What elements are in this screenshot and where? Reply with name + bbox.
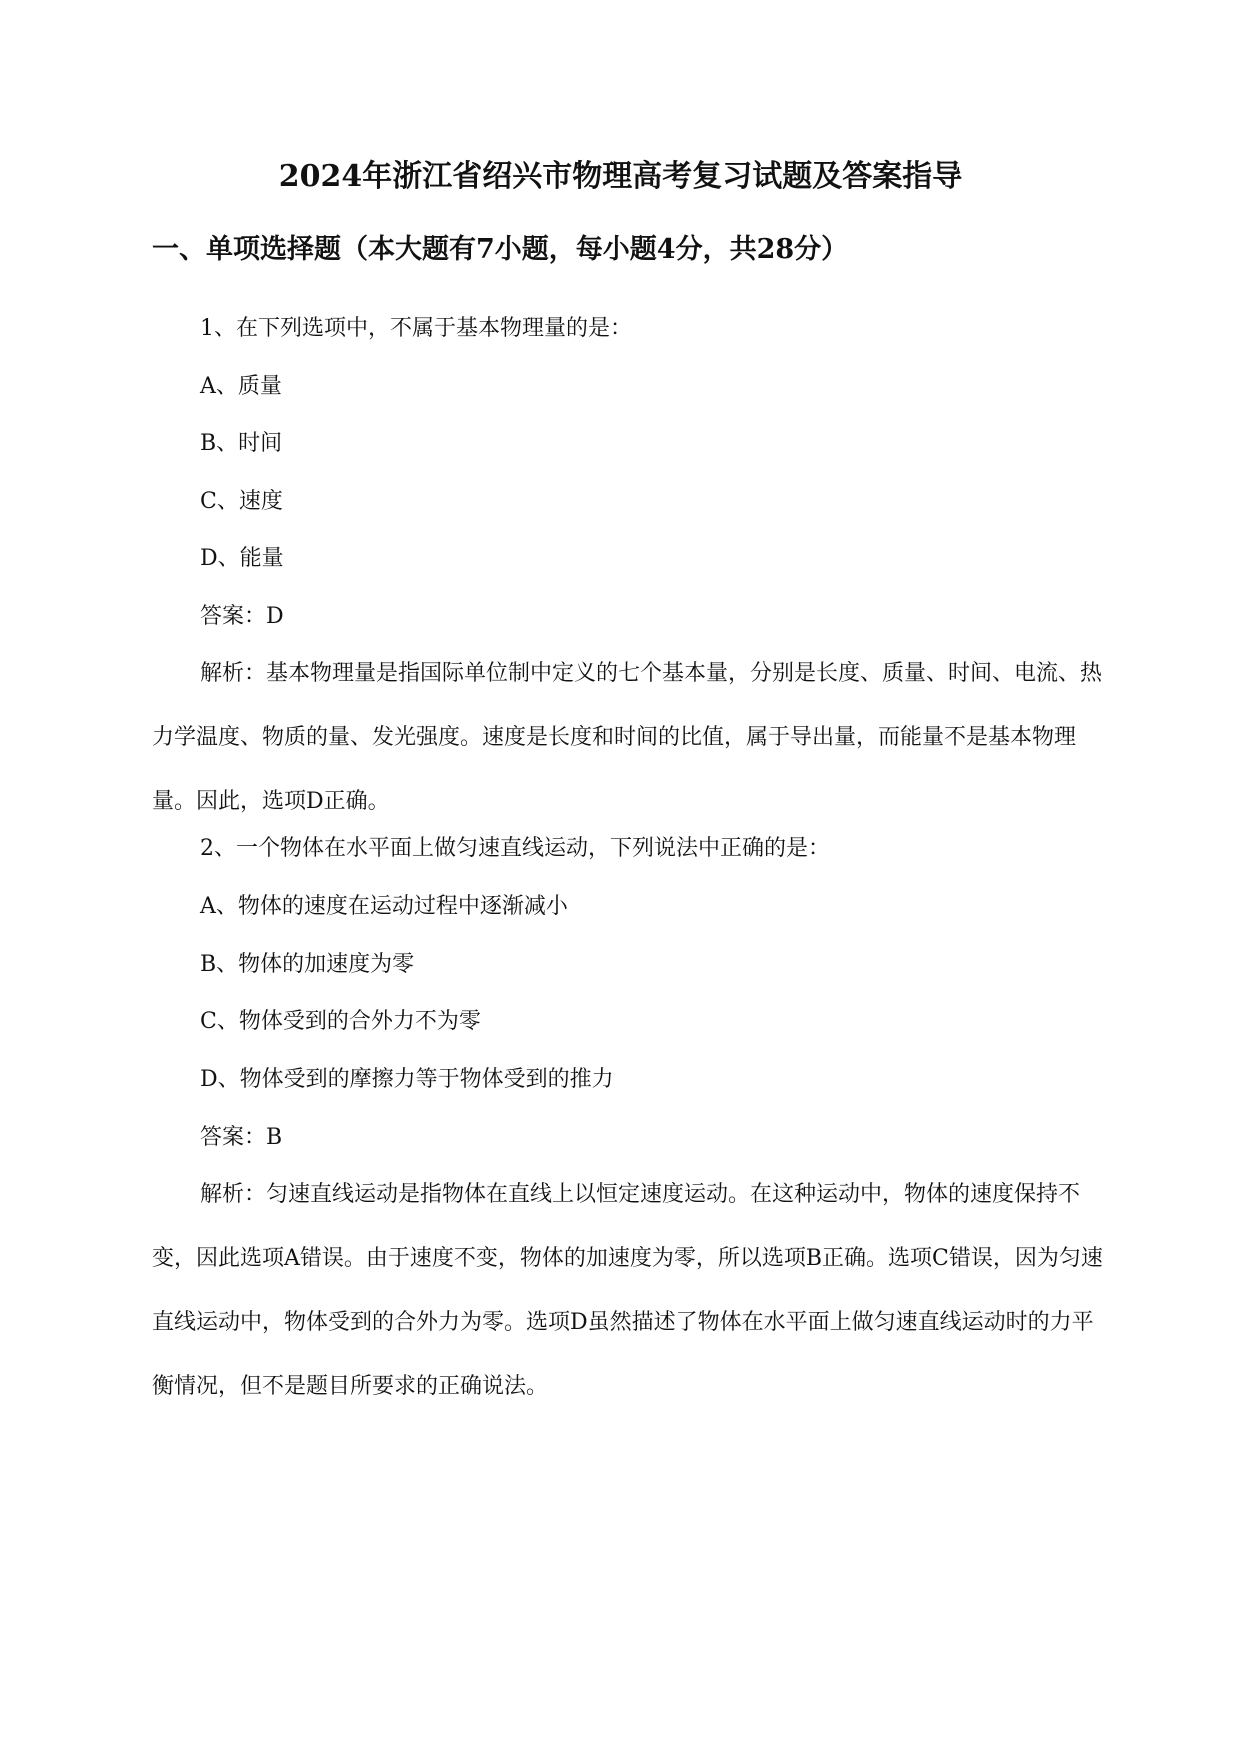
question-1-answer: 答案：D: [200, 604, 284, 629]
question-2-option-c: C、物体受到的合外力不为零: [200, 1009, 481, 1034]
question-1-explanation: 解析：基本物理量是指国际单位制中定义的七个基本量，分别是长度、质量、时间、电流、热力学温度、物质的量、发光强度。速度是长度和时间的比值，属于导出量，而能量不是基本物理量。因此，选项D正确。: [152, 661, 1103, 814]
document-title: 2024年浙江省绍兴市物理高考复习试题及答案指导: [278, 159, 963, 194]
question-1-stem: 1、在下列选项中，不属于基本物理量的是：: [200, 316, 632, 341]
question-2-stem: 2、一个物体在水平面上做匀速直线运动，下列说法中正确的是：: [200, 836, 830, 861]
question-1-option-b: B、时间: [200, 431, 283, 456]
question-2-option-a: A、物体的速度在运动过程中逐渐减小: [200, 894, 568, 919]
question-2-explanation: 解析：匀速直线运动是指物体在直线上以恒定速度运动。在这种运动中，物体的速度保持不变，因此选项A错误。由于速度不变，物体的加速度为零，所以选项B正确。选项C错误，因为匀速直线运动中，物体受到的合外力为零。选项D虽然描述了物体在水平面上做匀速直线运动时的力平衡情况，但不是题目所要求的正确说法。: [152, 1182, 1103, 1399]
question-1-option-d: D、能量: [200, 546, 284, 571]
section-heading: 一、单项选择题（本大题有7小题，每小题4分，共28分）: [152, 234, 849, 265]
question-2-option-b: B、物体的加速度为零: [200, 952, 415, 977]
question-1-option-c: C、速度: [200, 489, 283, 514]
question-2-option-d: D、物体受到的摩擦力等于物体受到的推力: [200, 1067, 614, 1092]
question-1-option-a: A、质量: [200, 374, 282, 399]
question-2-answer: 答案：B: [200, 1125, 283, 1150]
